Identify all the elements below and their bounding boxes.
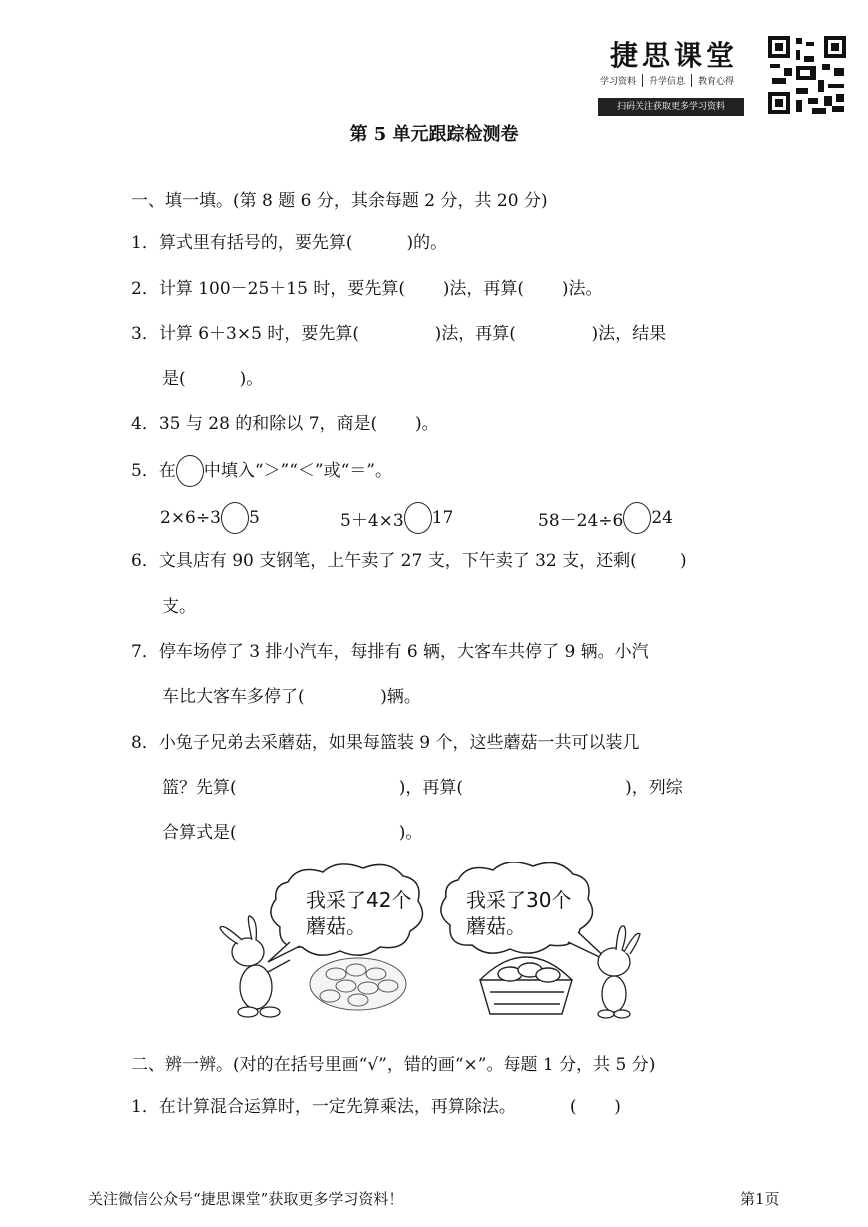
compare-item bbox=[340, 502, 453, 534]
question-continued: 是( )。 bbox=[162, 369, 264, 389]
mushroom-illustration bbox=[218, 862, 648, 1032]
question-continued: 车比大客车多停了( )辆。 bbox=[162, 687, 421, 707]
question: 2．计算 100－25＋15 时，要先算( )法，再算( )法。 bbox=[131, 279, 603, 299]
brand-tag: 教育心得 bbox=[698, 77, 735, 87]
blank-circle[interactable] bbox=[404, 502, 432, 534]
compare-right: 24 bbox=[651, 508, 673, 528]
question-text: 5．在 bbox=[131, 461, 176, 481]
blank-circle[interactable] bbox=[176, 455, 204, 487]
question: 1．在计算混合运算时，一定先算乘法，再算除法。 ( ) bbox=[131, 1097, 621, 1117]
scan-banner: 扫码关注获取更多学习资料 bbox=[598, 98, 744, 116]
section-heading: 二、辨一辨。(对的在括号里画“√”，错的画“×”。每题 1 分，共 5 分) bbox=[131, 1055, 656, 1075]
speech-text: 我采了42个 bbox=[306, 888, 412, 912]
section-heading: 一、填一填。(第 8 题 6 分，其余每题 2 分，共 20 分) bbox=[131, 191, 548, 211]
speech-text: 我采了30个 bbox=[466, 888, 572, 912]
question: 8．小兔子兄弟去采蘑菇，如果每篮装 9 个，这些蘑菇一共可以装几 bbox=[131, 733, 640, 753]
brand-tags bbox=[600, 74, 740, 87]
compare-item bbox=[160, 502, 260, 534]
blank-circle[interactable] bbox=[623, 502, 651, 534]
page-number: 第1页 bbox=[740, 1190, 780, 1208]
page-title: 第 5 单元跟踪检测卷 bbox=[349, 124, 519, 145]
qr-code-icon[interactable] bbox=[766, 34, 848, 116]
question: 4．35 与 28 的和除以 7，商是( )。 bbox=[131, 414, 439, 434]
compare-left: 58－24÷6 bbox=[538, 510, 624, 531]
brand-tag: 升学信息 bbox=[649, 74, 692, 87]
compare-left: 5＋4×3 bbox=[340, 510, 404, 531]
question: 1．算式里有括号的，要先算( )的。 bbox=[131, 233, 448, 253]
speech-text: 蘑菇。 bbox=[466, 914, 526, 938]
compare-left: 2×6÷3 bbox=[160, 508, 221, 528]
illustration-drawing bbox=[218, 862, 648, 1032]
speech-text: 蘑菇。 bbox=[306, 914, 366, 938]
question-continued: 合算式是( )。 bbox=[162, 823, 423, 843]
question: 3．计算 6＋3×5 时，要先算( )法，再算( )法，结果 bbox=[131, 324, 667, 344]
question bbox=[131, 455, 392, 487]
compare-right: 5 bbox=[248, 508, 260, 528]
question-continued: 篮？先算( )，再算( )，列综 bbox=[162, 778, 683, 798]
compare-right: 17 bbox=[431, 508, 454, 528]
question-text: 中填入“＞”“＜”或“＝”。 bbox=[203, 461, 392, 481]
question: 6．文具店有 90 支钢笔，上午卖了 27 支，下午卖了 32 支，还剩( ) bbox=[131, 551, 687, 571]
question: 7．停车场停了 3 排小汽车，每排有 6 辆，大客车共停了 9 辆。小汽 bbox=[131, 642, 649, 662]
rabbit-right-icon bbox=[598, 926, 640, 1018]
compare-item bbox=[538, 502, 673, 534]
brand-tag: 学习资料 bbox=[600, 74, 643, 87]
blank-circle[interactable] bbox=[221, 502, 249, 534]
question-continued: 支。 bbox=[162, 597, 196, 617]
mushroom-pile-icon bbox=[310, 958, 406, 1010]
footer-text: 关注微信公众号“捷思课堂”获取更多学习资料！ bbox=[88, 1190, 404, 1208]
brand-name: 捷思课堂 bbox=[610, 39, 739, 72]
basket-icon bbox=[480, 957, 572, 1014]
